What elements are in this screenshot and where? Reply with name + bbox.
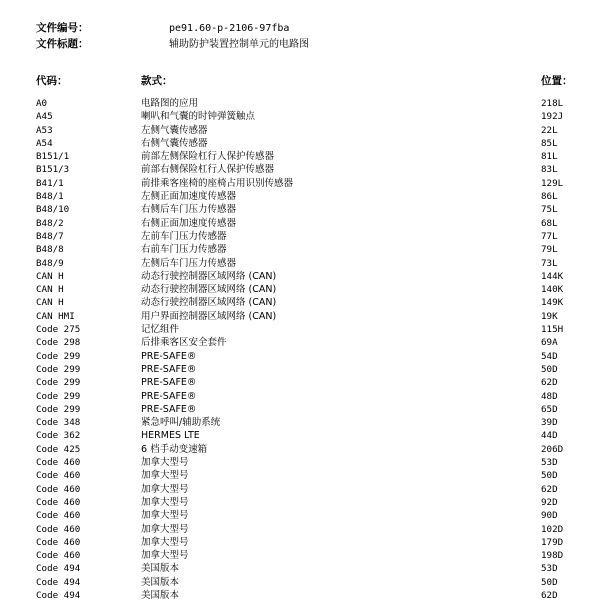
row-position: 179D (541, 536, 564, 548)
table-row (0, 243, 602, 256)
table-row (0, 137, 602, 150)
row-name: 左侧正面加速度传感器 (141, 191, 237, 203)
row-name: 前排乘客座椅的座椅占用识别传感器 (141, 177, 294, 189)
row-name: 右前车门压力传感器 (141, 244, 227, 256)
row-position: 85L (541, 137, 558, 149)
table-row (0, 562, 602, 575)
row-position: 75L (541, 204, 558, 216)
row-name: 前部右侧保险杠行人保护传感器 (141, 164, 275, 176)
row-position: 81L (541, 151, 558, 163)
row-code: A53 (36, 124, 53, 136)
table-row (0, 230, 602, 243)
table-row (0, 496, 602, 509)
row-position: 206D (541, 443, 564, 455)
row-position: 68L (541, 217, 558, 229)
row-position: 102D (541, 523, 564, 535)
row-position: 83L (541, 164, 558, 176)
row-name: 用户界面控制器区域网络 (CAN) (141, 310, 277, 322)
row-name: 6 档手动变速箱 (141, 443, 208, 455)
row-name: 美国版本 (141, 563, 180, 575)
table-row (0, 456, 602, 469)
table-row (0, 323, 602, 336)
row-code: CAN HMI (36, 310, 75, 322)
row-code: Code 299 (36, 403, 81, 415)
row-code: Code 299 (36, 390, 81, 402)
row-name: 右侧气囊传感器 (141, 137, 208, 149)
header-position: 位置： (541, 75, 573, 87)
row-position: 69A (541, 337, 558, 349)
table-row (0, 350, 602, 363)
table-row (0, 390, 602, 403)
row-name: 加拿大型号 (141, 483, 189, 495)
row-name: 加拿大型号 (141, 536, 189, 548)
row-position: 53D (541, 563, 558, 575)
row-position: 53D (541, 457, 558, 469)
table-row (0, 429, 602, 442)
row-name: 美国版本 (141, 576, 180, 588)
file-title-label: 文件标题： (36, 38, 89, 50)
file-number-label: 文件编号： (36, 22, 89, 34)
row-position: 62D (541, 377, 558, 389)
table-row (0, 203, 602, 216)
table-row (0, 416, 602, 429)
file-title-value: 辅助防护装置控制单元的电路图 (169, 39, 309, 50)
table-header (0, 73, 602, 87)
row-name: 动态行驶控制器区域网络 (CAN) (141, 284, 277, 296)
row-name: 左侧后车门压力传感器 (141, 257, 237, 269)
row-code: CAN H (36, 284, 64, 296)
row-position: 50D (541, 470, 558, 482)
table-row (0, 469, 602, 482)
table-row (0, 549, 602, 562)
row-position: 79L (541, 244, 558, 256)
table-row (0, 363, 602, 376)
row-code: B151/3 (36, 164, 70, 176)
row-name: 加拿大型号 (141, 510, 189, 522)
row-name: 右侧正面加速度传感器 (141, 217, 237, 229)
table-row (0, 283, 602, 296)
row-code: Code 494 (36, 576, 81, 588)
row-position: 218L (541, 98, 564, 109)
row-position: 19K (541, 310, 558, 322)
row-position: 198D (541, 550, 564, 562)
row-position: 86L (541, 191, 558, 203)
row-name: PRE-SAFE® (141, 390, 197, 402)
row-code: B48/8 (36, 244, 64, 256)
row-position: 149K (541, 297, 564, 309)
row-position: 65D (541, 403, 558, 415)
row-position: 39D (541, 417, 558, 429)
row-code: A0 (36, 98, 48, 109)
row-code: Code 494 (36, 589, 81, 601)
table-row (0, 509, 602, 522)
table-row (0, 97, 602, 110)
row-name: HERMES LTE (141, 430, 200, 442)
row-code: Code 460 (36, 470, 81, 482)
row-name: 前部左侧保险杠行人保护传感器 (141, 151, 275, 163)
row-code: Code 299 (36, 377, 81, 389)
row-code: Code 494 (36, 563, 81, 575)
row-code: B48/1 (36, 191, 64, 203)
table-row (0, 403, 602, 416)
row-name: 后排乘客区安全套件 (141, 337, 227, 349)
table-row (0, 589, 602, 602)
table-row (0, 483, 602, 496)
table-row (0, 536, 602, 549)
row-name: PRE-SAFE® (141, 363, 197, 375)
row-position: 54D (541, 350, 558, 362)
table-row (0, 296, 602, 309)
table-row (0, 443, 602, 456)
row-position: 48D (541, 390, 558, 402)
row-name: PRE-SAFE® (141, 350, 197, 362)
row-code: B151/1 (36, 151, 70, 163)
table-row (0, 376, 602, 389)
row-code: Code 460 (36, 550, 81, 562)
row-code: Code 299 (36, 350, 81, 362)
table-row (0, 576, 602, 589)
row-name: 加拿大型号 (141, 470, 189, 482)
row-position: 44D (541, 430, 558, 442)
row-position: 92D (541, 496, 558, 508)
table-row (0, 163, 602, 176)
file-number-value: pe91.60-p-2106-97fba (169, 23, 290, 34)
row-code: Code 460 (36, 457, 81, 469)
row-code: Code 460 (36, 496, 81, 508)
row-name: 记忆组件 (141, 324, 180, 336)
row-position: 129L (541, 177, 564, 189)
row-code: A45 (36, 111, 53, 123)
row-code: A54 (36, 137, 53, 149)
row-position: 115H (541, 324, 564, 336)
row-position: 22L (541, 124, 558, 136)
table-row (0, 336, 602, 349)
row-name: PRE-SAFE® (141, 403, 197, 415)
row-name: 加拿大型号 (141, 457, 189, 469)
table-row (0, 110, 602, 123)
row-code: CAN H (36, 297, 64, 309)
row-code: Code 460 (36, 536, 81, 548)
row-position: 50D (541, 576, 558, 588)
row-position: 62D (541, 589, 558, 601)
table-row (0, 177, 602, 190)
row-name: 电路图的应用 (141, 98, 199, 109)
header-name: 款式： (141, 75, 173, 87)
table-row (0, 270, 602, 283)
row-code: Code 275 (36, 324, 81, 336)
row-position: 192J (541, 111, 564, 123)
row-code: B48/7 (36, 230, 64, 242)
row-code: Code 299 (36, 363, 81, 375)
row-code: Code 362 (36, 430, 81, 442)
row-position: 90D (541, 510, 558, 522)
component-table (0, 97, 602, 602)
row-code: B48/10 (36, 204, 70, 216)
row-position: 144K (541, 270, 564, 282)
row-code: B41/1 (36, 177, 64, 189)
row-code: Code 460 (36, 483, 81, 495)
table-row (0, 124, 602, 137)
row-position: 140K (541, 284, 564, 296)
row-name: 动态行驶控制器区域网络 (CAN) (141, 297, 277, 309)
row-name: 紧急呼叫/辅助系统 (141, 417, 221, 429)
row-name: 加拿大型号 (141, 523, 189, 535)
row-position: 62D (541, 483, 558, 495)
table-row (0, 257, 602, 270)
row-name: 右侧后车门压力传感器 (141, 204, 237, 216)
row-name: 加拿大型号 (141, 550, 189, 562)
row-name: 左侧气囊传感器 (141, 124, 208, 136)
table-row (0, 150, 602, 163)
row-code: Code 348 (36, 417, 81, 429)
row-name: 左前车门压力传感器 (141, 230, 227, 242)
row-position: 73L (541, 257, 558, 269)
row-code: Code 425 (36, 443, 81, 455)
row-code: B48/9 (36, 257, 64, 269)
row-name: PRE-SAFE® (141, 377, 197, 389)
row-code: Code 460 (36, 510, 81, 522)
row-code: Code 460 (36, 523, 81, 535)
table-row (0, 310, 602, 323)
row-name: 加拿大型号 (141, 496, 189, 508)
row-code: B48/2 (36, 217, 64, 229)
row-position: 50D (541, 363, 558, 375)
row-code: CAN H (36, 270, 64, 282)
table-row (0, 217, 602, 230)
table-row (0, 523, 602, 536)
table-row (0, 190, 602, 203)
row-name: 动态行驶控制器区域网络 (CAN) (141, 270, 277, 282)
header-code: 代码： (36, 75, 68, 87)
row-code: Code 298 (36, 337, 81, 349)
row-name: 美国版本 (141, 589, 180, 601)
row-name: 喇叭和气囊的时钟弹簧触点 (141, 111, 256, 123)
row-position: 77L (541, 230, 558, 242)
